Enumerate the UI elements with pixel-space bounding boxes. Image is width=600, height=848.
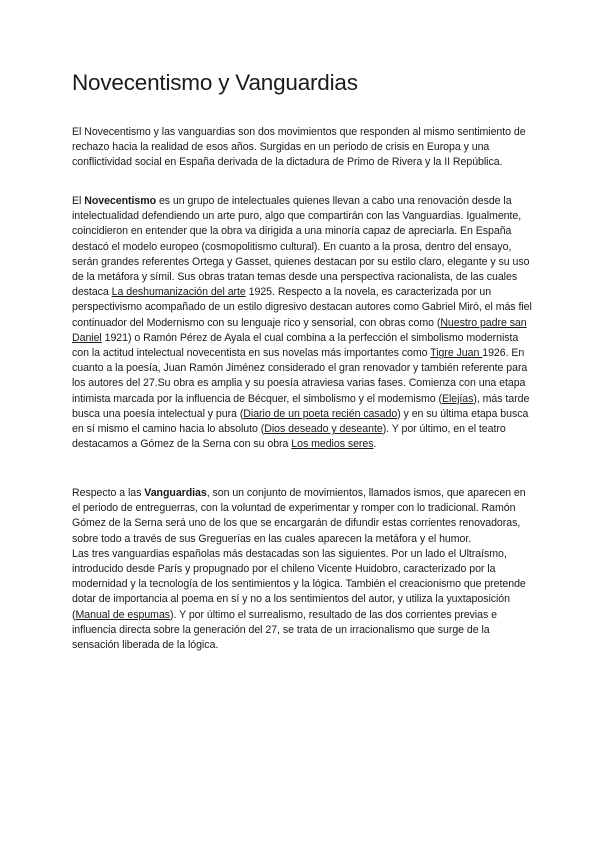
work-title: Elejías <box>441 392 474 405</box>
text-run: es un grupo de intelectuales quienes llevan a cabo una renovación desde la intelectualidad defendiendo un arte puro, algo que compartirán con las Vanguardias. Igualmente, coincidieron en entender que la obra va dirigida a una minoría capaz de apreciarla. En España destacó el modelo europeo (cosmopolitismo cultural). En cuanto a la prosa, dentro del ensayo, serán grandes referentes Ortega y Gasset, quienes destacan por su estilo claro, elegante y su uso de la metáfora y símil. Sus obras tratan temas desde una perspectiva racionalista, de las cuales destaca <box>72 195 530 299</box>
novecentismo-section <box>72 194 534 452</box>
intro-paragraph <box>72 125 534 171</box>
text-run: ) y en su última etapa busca en sí mismo el camino hacia lo absoluto ( <box>72 407 529 436</box>
vanguardias-term: Vanguardias <box>144 487 207 499</box>
text-run: Las tres vanguardias españolas más destacadas son las siguientes. Por un lado el Ultraísmo, introducido desde París y propugnado por el chileno Vicente Huidobro, caracterizado por la modernidad y la tecnología de los sentimientos y la lógica. También el creacionismo que pretende dotar de importancia al poema en sí y no a los sentimientos del autor, y utiliza la yuxtaposición ( <box>72 547 526 621</box>
text-run: , son un conjunto de movimientos, llamados ismos, que aparecen en el periodo de entreguerras, con la voluntad de experimentar y romper con lo tradicional. Ramón Gómez de la Serna será uno de los que se encargarán de difundir estas corrientes renovadoras, sobre todo a través de sus Greguerías en las cuales aparecen la metáfora y el humor. <box>72 487 526 545</box>
work-title: Manual de espumas <box>75 608 171 621</box>
vanguardias-types-paragraph <box>72 547 534 653</box>
work-title: Los medios seres <box>291 438 374 451</box>
page-title: Novecentismo y Vanguardias <box>72 70 358 95</box>
novecentismo-term: Novecentismo <box>84 195 157 207</box>
vanguardias-section <box>72 486 534 653</box>
work-title: La deshumanización del arte <box>111 286 246 299</box>
text-run: El <box>72 195 85 207</box>
vanguardias-paragraph <box>72 486 534 547</box>
novecentismo-paragraph <box>72 194 534 452</box>
text-run: 1921) o Ramón Pérez de Ayala el cual combina a la perfección el simbolismo modernista con la actitud intelectual novecentista en sus novelas más importantes como <box>72 331 519 360</box>
work-title: Tigre Juan <box>430 347 483 360</box>
work-title: Nuestro padre san Daniel <box>72 316 527 344</box>
text-run: 1925. Respecto a la novela, es caracterizada por un perspectivismo acompañado de un estilo digresivo destacan autores como Gabriel Miró, el más fiel continuador del Modernismo con su lenguaje rico y sensorial, con obras como ( <box>72 286 532 329</box>
text-run: Respecto a las <box>72 487 145 499</box>
text-run: ). Y por último el surrealismo, resultado de las dos corrientes previas e influencia directa sobre la generación del 27, se trata de un irracionalismo que surge de la sensación liberada de la lógica. <box>72 608 497 652</box>
work-title: Diario de un poeta recién casado <box>243 407 398 420</box>
text-run: . <box>373 438 377 451</box>
text-run: ), más tarde busca una poesía intelectual y pura ( <box>72 392 530 420</box>
work-title: Dios deseado y deseante <box>264 423 383 436</box>
intro-text: El Novecentismo y las vanguardias son dos movimientos que responden al mismo sentimiento de rechazo hacia la realidad de esos años. Surgidas en un periodo de crisis en Europa y una conflictividad social en España derivada de la dictadura de Primo de Rivera y la II República. <box>72 126 526 169</box>
text-run: 1926. En cuanto a la poesía, Juan Ramón Jiménez considerado el gran renovador y también referente para los autores del 27.Su obra es amplia y su poesía atraviesa varias fases. Comienza con una etapa intimista marcada por la influencia de Bécquer, el simbolismo y el modernismo ( <box>72 347 528 405</box>
text-run: ). Y por último, en el teatro destacamos a Gómez de la Serna con su obra <box>72 423 506 451</box>
